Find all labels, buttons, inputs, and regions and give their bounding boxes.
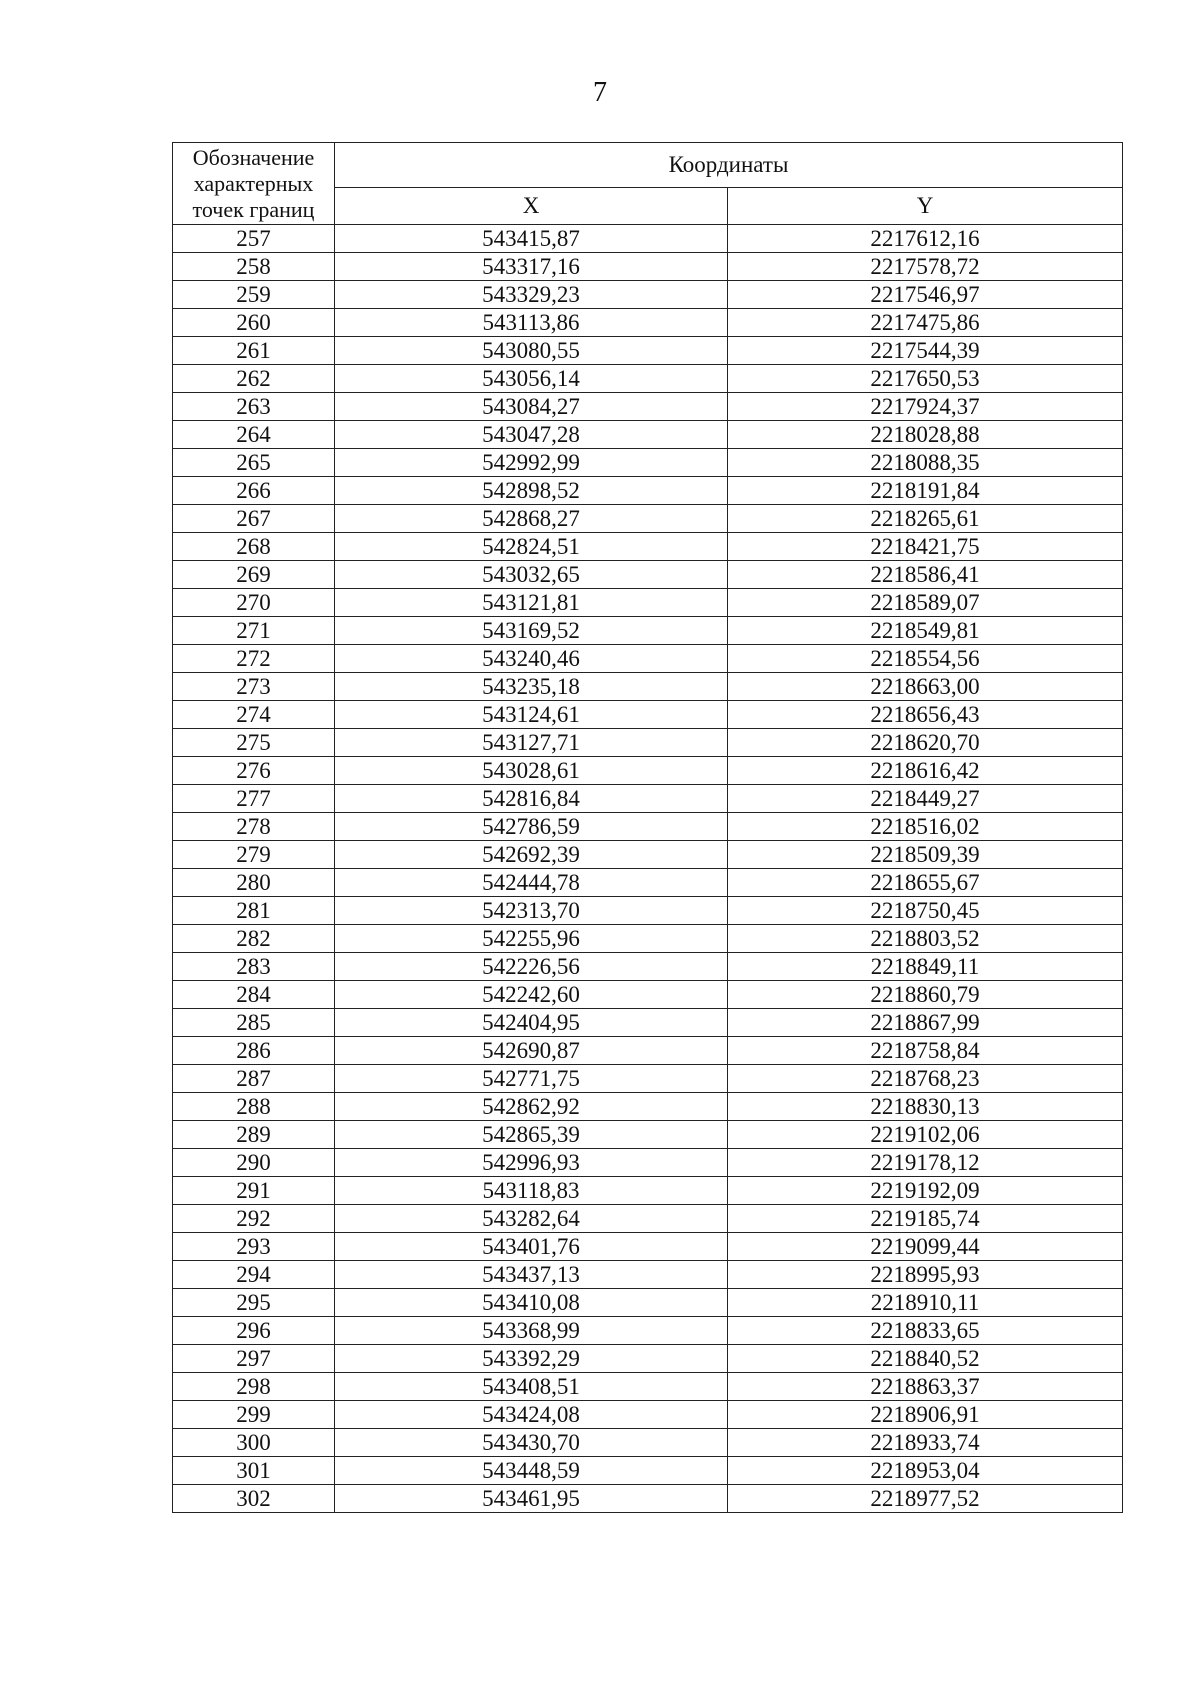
point-number-cell: 288 (173, 1093, 335, 1121)
y-value-cell: 2219192,09 (728, 1177, 1123, 1205)
point-number-cell: 258 (173, 253, 335, 281)
y-value-cell: 2218833,65 (728, 1317, 1123, 1345)
y-value-cell: 2218758,84 (728, 1037, 1123, 1065)
y-value-cell: 2218554,56 (728, 645, 1123, 673)
y-value-cell: 2217475,86 (728, 309, 1123, 337)
table-row (173, 1065, 1123, 1093)
point-number-cell: 273 (173, 673, 335, 701)
point-label-header-line: точек границ (192, 197, 315, 222)
y-value-cell: 2218549,81 (728, 617, 1123, 645)
point-number-cell: 300 (173, 1429, 335, 1457)
table-row (173, 1401, 1123, 1429)
y-value-cell: 2218589,07 (728, 589, 1123, 617)
y-value-cell: 2219185,74 (728, 1205, 1123, 1233)
x-value-cell: 543437,13 (335, 1261, 728, 1289)
y-value-cell: 2218803,52 (728, 925, 1123, 953)
page-number: 7 (593, 77, 607, 108)
table-row (173, 673, 1123, 701)
point-number-cell: 286 (173, 1037, 335, 1065)
point-number-cell: 265 (173, 449, 335, 477)
table-row (173, 337, 1123, 365)
x-value-cell: 542690,87 (335, 1037, 728, 1065)
x-value-cell: 543392,29 (335, 1345, 728, 1373)
point-number-cell: 270 (173, 589, 335, 617)
x-value-cell: 543240,46 (335, 645, 728, 673)
table-row (173, 1009, 1123, 1037)
y-value-cell: 2218655,67 (728, 869, 1123, 897)
y-value-cell: 2219178,12 (728, 1149, 1123, 1177)
table-row (173, 225, 1123, 253)
y-value-cell: 2218586,41 (728, 561, 1123, 589)
point-number-cell: 269 (173, 561, 335, 589)
x-value-cell: 542816,84 (335, 785, 728, 813)
point-number-cell: 278 (173, 813, 335, 841)
table-row (173, 841, 1123, 869)
y-value-cell: 2218616,42 (728, 757, 1123, 785)
x-value-cell: 543113,86 (335, 309, 728, 337)
x-value-cell: 543430,70 (335, 1429, 728, 1457)
x-value-cell: 543424,08 (335, 1401, 728, 1429)
point-number-cell: 268 (173, 533, 335, 561)
y-value-cell: 2218830,13 (728, 1093, 1123, 1121)
x-value-cell: 542404,95 (335, 1009, 728, 1037)
x-value-cell: 543127,71 (335, 729, 728, 757)
table-row (173, 1233, 1123, 1261)
y-value-cell: 2218977,52 (728, 1485, 1123, 1513)
y-value-cell: 2218620,70 (728, 729, 1123, 757)
table-row (173, 449, 1123, 477)
y-value-cell: 2218191,84 (728, 477, 1123, 505)
table-row (173, 1093, 1123, 1121)
y-value-cell: 2218449,27 (728, 785, 1123, 813)
x-value-cell: 543118,83 (335, 1177, 728, 1205)
point-number-cell: 291 (173, 1177, 335, 1205)
x-value-cell: 543415,87 (335, 225, 728, 253)
table-row (173, 813, 1123, 841)
table-row (173, 393, 1123, 421)
y-value-cell: 2217544,39 (728, 337, 1123, 365)
y-value-cell: 2218933,74 (728, 1429, 1123, 1457)
table-row (173, 589, 1123, 617)
point-label-header-line: характерных (193, 171, 314, 196)
point-label-header-line: Обозначение (192, 145, 315, 170)
y-value-cell: 2218656,43 (728, 701, 1123, 729)
x-value-cell: 543410,08 (335, 1289, 728, 1317)
table-row (173, 981, 1123, 1009)
x-value-cell: 542868,27 (335, 505, 728, 533)
x-value-cell: 542992,99 (335, 449, 728, 477)
table-row (173, 253, 1123, 281)
x-value-cell: 543282,64 (335, 1205, 728, 1233)
point-number-cell: 282 (173, 925, 335, 953)
coordinates-group-header: Координаты (335, 143, 1123, 188)
table-row (173, 1121, 1123, 1149)
point-number-cell: 284 (173, 981, 335, 1009)
point-number-cell: 290 (173, 1149, 335, 1177)
y-value-cell: 2219102,06 (728, 1121, 1123, 1149)
table-row (173, 1037, 1123, 1065)
point-number-cell: 264 (173, 421, 335, 449)
table-body (173, 225, 1123, 1513)
point-number-cell: 266 (173, 477, 335, 505)
table-row (173, 1261, 1123, 1289)
x-value-cell: 543461,95 (335, 1485, 728, 1513)
point-number-cell: 296 (173, 1317, 335, 1345)
table-row (173, 1317, 1123, 1345)
x-value-cell: 543329,23 (335, 281, 728, 309)
point-number-cell: 262 (173, 365, 335, 393)
point-number-cell: 298 (173, 1373, 335, 1401)
point-number-cell: 260 (173, 309, 335, 337)
table-row (173, 421, 1123, 449)
y-value-cell: 2218953,04 (728, 1457, 1123, 1485)
x-value-cell: 543028,61 (335, 757, 728, 785)
y-value-cell: 2218840,52 (728, 1345, 1123, 1373)
y-value-cell: 2218509,39 (728, 841, 1123, 869)
table-row (173, 1373, 1123, 1401)
point-number-cell: 295 (173, 1289, 335, 1317)
table-row (173, 1485, 1123, 1513)
x-value-cell: 543056,14 (335, 365, 728, 393)
table-row (173, 645, 1123, 673)
point-number-cell: 292 (173, 1205, 335, 1233)
x-value-cell: 543084,27 (335, 393, 728, 421)
x-value-cell: 542862,92 (335, 1093, 728, 1121)
x-value-cell: 543047,28 (335, 421, 728, 449)
y-column-header: Y (728, 188, 1123, 225)
table-row (173, 505, 1123, 533)
x-value-cell: 543448,59 (335, 1457, 728, 1485)
point-number-cell: 272 (173, 645, 335, 673)
point-number-cell: 261 (173, 337, 335, 365)
y-value-cell: 2218910,11 (728, 1289, 1123, 1317)
y-value-cell: 2217612,16 (728, 225, 1123, 253)
y-value-cell: 2217924,37 (728, 393, 1123, 421)
y-value-cell: 2218750,45 (728, 897, 1123, 925)
x-value-cell: 542824,51 (335, 533, 728, 561)
x-value-cell: 543121,81 (335, 589, 728, 617)
x-value-cell: 542242,60 (335, 981, 728, 1009)
point-number-cell: 302 (173, 1485, 335, 1513)
y-value-cell: 2218028,88 (728, 421, 1123, 449)
x-value-cell: 543368,99 (335, 1317, 728, 1345)
x-value-cell: 542865,39 (335, 1121, 728, 1149)
table-row (173, 897, 1123, 925)
table-row (173, 925, 1123, 953)
point-number-cell: 285 (173, 1009, 335, 1037)
x-value-cell: 543235,18 (335, 673, 728, 701)
coordinates-table (172, 142, 1123, 1513)
table-row (173, 365, 1123, 393)
x-value-cell: 543032,65 (335, 561, 728, 589)
point-number-cell: 280 (173, 869, 335, 897)
point-number-cell: 299 (173, 1401, 335, 1429)
table-row (173, 561, 1123, 589)
x-value-cell: 543124,61 (335, 701, 728, 729)
table-row (173, 617, 1123, 645)
point-number-cell: 279 (173, 841, 335, 869)
y-value-cell: 2218265,61 (728, 505, 1123, 533)
point-number-cell: 275 (173, 729, 335, 757)
y-value-cell: 2217546,97 (728, 281, 1123, 309)
x-column-header: X (335, 188, 728, 225)
x-value-cell: 542313,70 (335, 897, 728, 925)
point-number-cell: 271 (173, 617, 335, 645)
point-number-cell: 301 (173, 1457, 335, 1485)
x-value-cell: 542444,78 (335, 869, 728, 897)
point-number-cell: 281 (173, 897, 335, 925)
table-row (173, 1457, 1123, 1485)
table-row (173, 477, 1123, 505)
y-value-cell: 2218867,99 (728, 1009, 1123, 1037)
y-value-cell: 2218088,35 (728, 449, 1123, 477)
table-row (173, 729, 1123, 757)
table-row (173, 701, 1123, 729)
x-value-cell: 543080,55 (335, 337, 728, 365)
x-value-cell: 543408,51 (335, 1373, 728, 1401)
point-number-cell: 294 (173, 1261, 335, 1289)
x-value-cell: 542996,93 (335, 1149, 728, 1177)
y-value-cell: 2218860,79 (728, 981, 1123, 1009)
table-row (173, 869, 1123, 897)
y-value-cell: 2218663,00 (728, 673, 1123, 701)
y-value-cell: 2217578,72 (728, 253, 1123, 281)
table-row (173, 1149, 1123, 1177)
point-number-cell: 263 (173, 393, 335, 421)
point-number-cell: 267 (173, 505, 335, 533)
table-header (173, 143, 1123, 225)
point-number-cell: 297 (173, 1345, 335, 1373)
x-value-cell: 542226,56 (335, 953, 728, 981)
point-number-cell: 277 (173, 785, 335, 813)
point-label-header (173, 143, 335, 225)
x-value-cell: 542692,39 (335, 841, 728, 869)
x-value-cell: 543317,16 (335, 253, 728, 281)
y-value-cell: 2218516,02 (728, 813, 1123, 841)
table-row (173, 953, 1123, 981)
point-number-cell: 259 (173, 281, 335, 309)
table-row (173, 1429, 1123, 1457)
point-number-cell: 289 (173, 1121, 335, 1149)
point-number-cell: 293 (173, 1233, 335, 1261)
x-value-cell: 542898,52 (335, 477, 728, 505)
x-value-cell: 542771,75 (335, 1065, 728, 1093)
point-number-cell: 274 (173, 701, 335, 729)
table-row (173, 757, 1123, 785)
table-row (173, 1177, 1123, 1205)
y-value-cell: 2218768,23 (728, 1065, 1123, 1093)
y-value-cell: 2218849,11 (728, 953, 1123, 981)
x-value-cell: 542786,59 (335, 813, 728, 841)
y-value-cell: 2218995,93 (728, 1261, 1123, 1289)
y-value-cell: 2218421,75 (728, 533, 1123, 561)
table-row (173, 1345, 1123, 1373)
x-value-cell: 543169,52 (335, 617, 728, 645)
table-row (173, 785, 1123, 813)
y-value-cell: 2217650,53 (728, 365, 1123, 393)
point-number-cell: 276 (173, 757, 335, 785)
table-row (173, 309, 1123, 337)
point-number-cell: 257 (173, 225, 335, 253)
y-value-cell: 2218863,37 (728, 1373, 1123, 1401)
table-row (173, 533, 1123, 561)
table-row (173, 1205, 1123, 1233)
y-value-cell: 2219099,44 (728, 1233, 1123, 1261)
x-value-cell: 543401,76 (335, 1233, 728, 1261)
point-number-cell: 283 (173, 953, 335, 981)
y-value-cell: 2218906,91 (728, 1401, 1123, 1429)
x-value-cell: 542255,96 (335, 925, 728, 953)
table-row (173, 1289, 1123, 1317)
table-row (173, 281, 1123, 309)
point-number-cell: 287 (173, 1065, 335, 1093)
